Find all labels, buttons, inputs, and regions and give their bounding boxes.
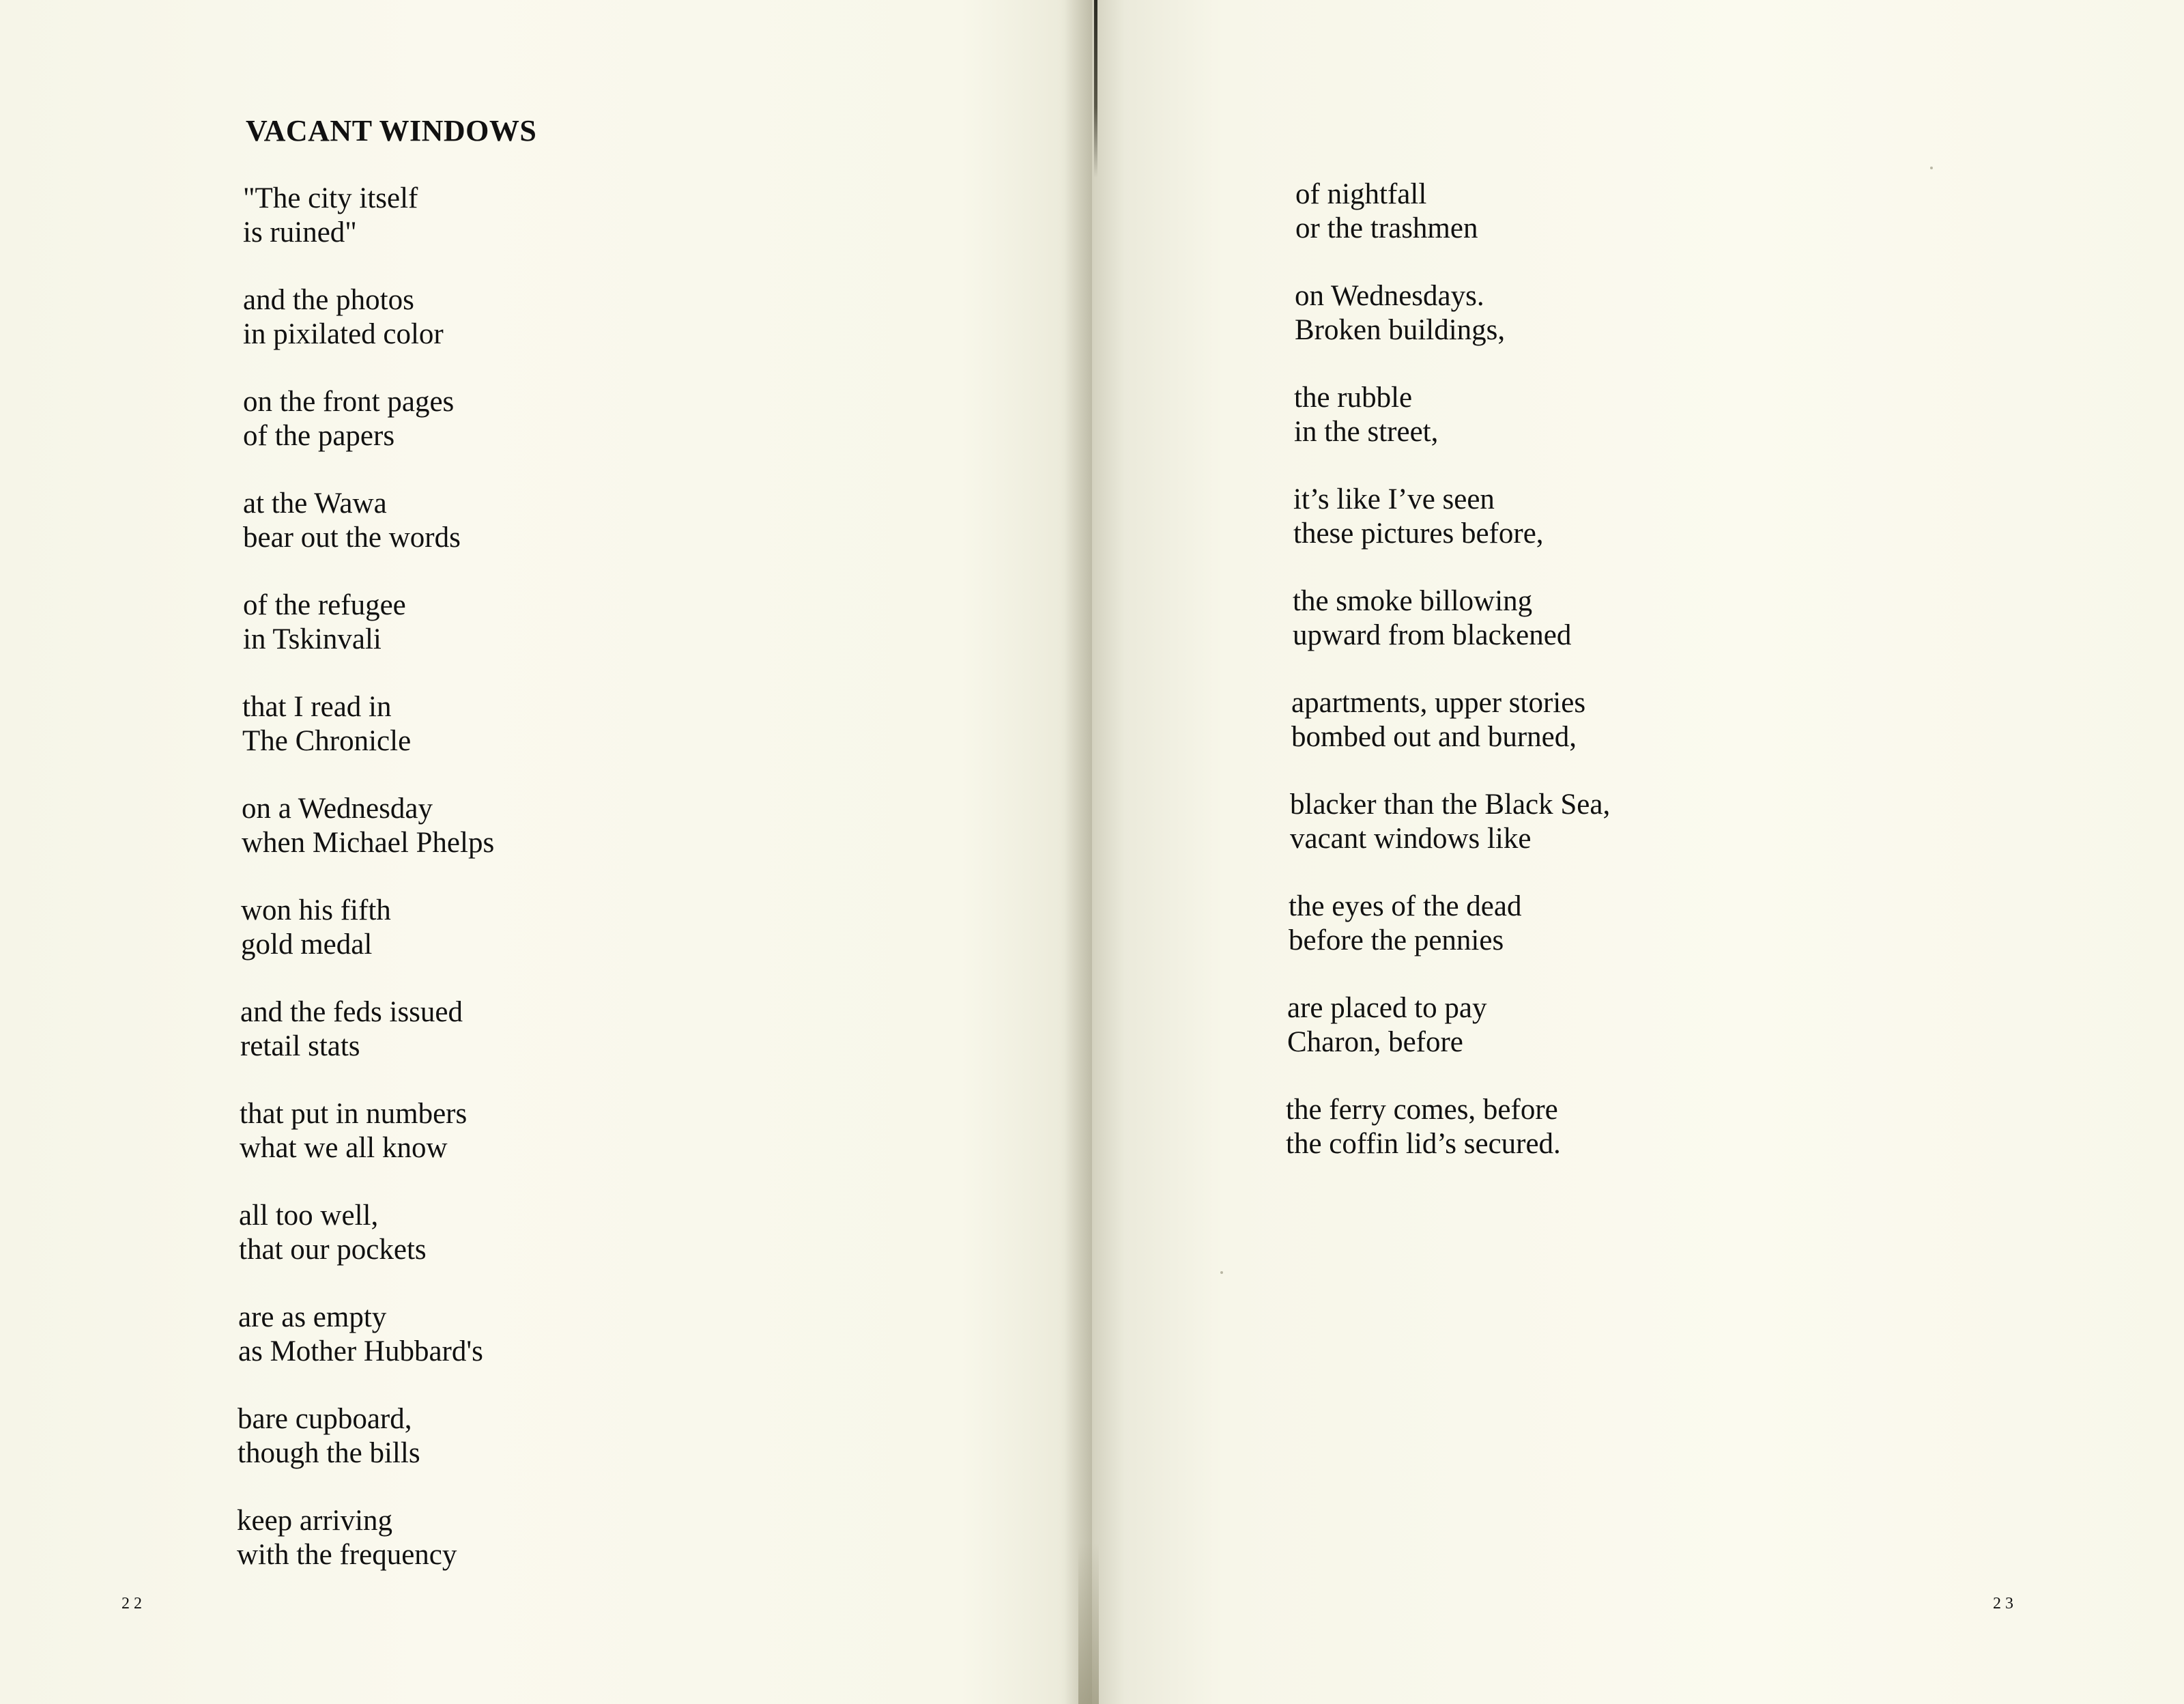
stanza [1291, 686, 1585, 754]
poem-line: keep arriving [237, 1505, 393, 1537]
stanza [1295, 178, 1478, 246]
stanza [242, 690, 411, 758]
poem-line: on a Wednesday [242, 793, 433, 825]
poem-line: retail stats [240, 1030, 360, 1062]
poem-line: the smoke billowing [1293, 585, 1533, 617]
poem-line: "The city itself [243, 182, 418, 214]
poem-line: Charon, before [1287, 1026, 1463, 1058]
poem-line: with the frequency [237, 1539, 457, 1571]
poem-line: Broken buildings, [1295, 314, 1506, 346]
gutter-shadow [1065, 0, 1092, 1704]
poem-line: of nightfall [1295, 178, 1427, 210]
stanza [243, 283, 444, 352]
poem-line: on Wednesdays. [1295, 280, 1484, 312]
page-number: 22 [121, 1595, 146, 1613]
stanza [1289, 890, 1521, 958]
poem-line: that our pockets [239, 1234, 427, 1266]
stanza [237, 1504, 457, 1572]
poem-line: in the street, [1294, 416, 1439, 448]
stanza [243, 182, 418, 250]
paper-speck [1220, 1271, 1223, 1274]
right-page [1092, 0, 2184, 1704]
poem-line: the ferry comes, before [1286, 1094, 1558, 1126]
poem-line: or the trashmen [1295, 212, 1478, 244]
stanza [1295, 279, 1505, 347]
poem-line: on the front pages [243, 386, 455, 418]
stanza [240, 995, 463, 1064]
poem-line: as Mother Hubbard's [238, 1335, 483, 1367]
poem-line: bear out the words [243, 522, 461, 554]
stanza [1286, 1093, 1561, 1161]
poem-line: gold medal [241, 928, 373, 961]
poem-line: in pixilated color [243, 318, 444, 350]
poem-line: bare cupboard, [238, 1403, 412, 1435]
poem-title: VACANT WINDOWS [246, 114, 537, 147]
gutter-binding [1094, 0, 1097, 178]
poem-line: The Chronicle [242, 725, 412, 757]
poem-line: before the pennies [1289, 924, 1504, 956]
stanza [238, 1402, 420, 1471]
poem-line: upward from blackened [1293, 619, 1572, 651]
poem-line: and the photos [243, 284, 414, 316]
stanza [243, 385, 454, 453]
page-number: 23 [1993, 1595, 2017, 1613]
poem-line: it’s like I’ve seen [1293, 483, 1495, 515]
stanza [238, 1301, 483, 1369]
stanza [1293, 483, 1544, 551]
poem-line: though the bills [238, 1437, 420, 1469]
poem-line: at the Wawa [243, 487, 387, 520]
poem-line: the rubble [1294, 382, 1413, 414]
gutter-binding-shadow [1078, 1543, 1099, 1704]
stanza [1294, 381, 1438, 449]
poem-line: that put in numbers [240, 1098, 468, 1130]
poem-line: of the refugee [243, 589, 406, 621]
stanza [239, 1199, 427, 1267]
poem-line: these pictures before, [1293, 517, 1544, 550]
poem-line: won his fifth [241, 894, 391, 926]
poem-line: are placed to pay [1287, 992, 1487, 1024]
stanza [242, 792, 494, 860]
poem-line: all too well, [239, 1199, 379, 1232]
stanza [241, 894, 391, 962]
poem-line: bombed out and burned, [1291, 721, 1577, 753]
stanza [1287, 991, 1486, 1060]
poem-line: blacker than the Black Sea, [1290, 789, 1611, 821]
poem-line: the eyes of the dead [1289, 890, 1522, 922]
poem-line: apartments, upper stories [1291, 687, 1586, 719]
poem-line: that I read in [242, 691, 392, 723]
poem-line: of the papers [243, 420, 395, 452]
stanza [243, 588, 406, 657]
poem-line: what we all know [240, 1132, 448, 1164]
stanza [240, 1097, 467, 1165]
poem-line: are as empty [238, 1301, 387, 1333]
paper-speck [1930, 167, 1933, 169]
poem-line: when Michael Phelps [242, 827, 495, 859]
stanza [1290, 788, 1610, 856]
stanza [1293, 584, 1571, 653]
poem-line: the coffin lid’s secured. [1286, 1128, 1561, 1160]
stanza [243, 487, 461, 555]
poem-line: in Tskinvali [243, 623, 382, 655]
poem-line: vacant windows like [1290, 823, 1532, 855]
poem-line: and the feds issued [240, 996, 463, 1028]
poem-line: is ruined" [243, 216, 357, 248]
